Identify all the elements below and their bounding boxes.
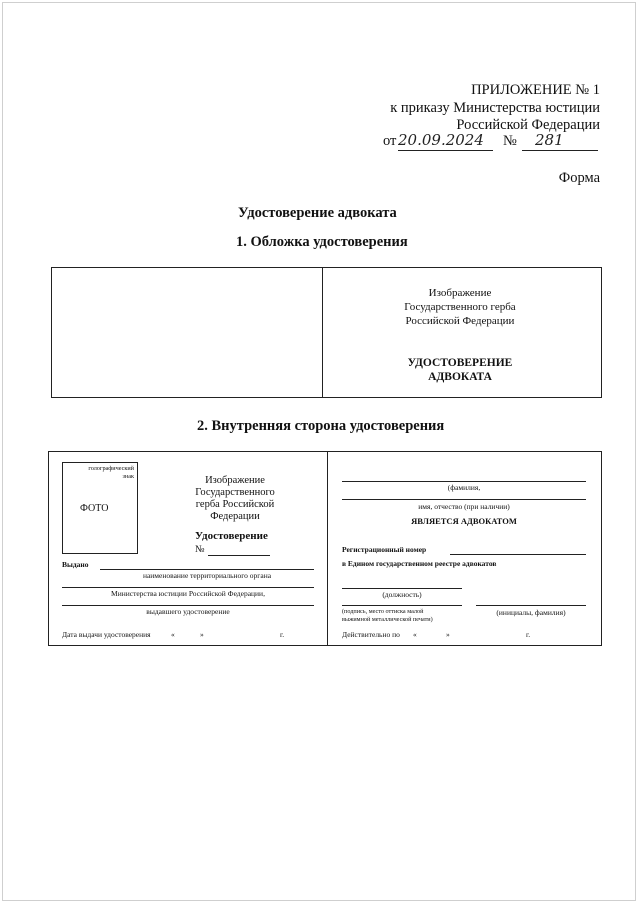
issue-date-label: Дата выдачи удостоверения — [62, 630, 151, 639]
caption-ministry: Министерства юстиции Российской Федерации, — [111, 589, 265, 598]
is-lawyer-text: ЯВЛЯЕТСЯ АДВОКАТОМ — [411, 516, 517, 526]
issued-line-3 — [62, 605, 314, 606]
issue-date-year: г. — [280, 630, 285, 639]
caption-sign-line1: (подпись, место оттиска малой — [342, 608, 424, 615]
signature-line — [342, 605, 462, 606]
number-label: № — [503, 133, 517, 149]
caption-territorial: наименование территориального органа — [142, 571, 272, 580]
caption-position: (должность) — [382, 590, 422, 599]
issued-label: Выдано — [62, 560, 89, 569]
inside-emblem-placeholder — [180, 475, 290, 523]
inside-cert-number-line — [208, 555, 270, 556]
caption-name: имя, отчество (при наличии) — [418, 502, 510, 511]
date-underline — [398, 150, 493, 151]
holo-line2: знак — [122, 473, 134, 480]
inside-emblem-line3: герба Российской — [195, 499, 275, 510]
inside-cert-title: Удостоверение — [195, 530, 268, 542]
photo-placeholder: ФОТО — [80, 503, 109, 514]
document-title: Удостоверение адвоката — [238, 205, 397, 221]
order-date: 20.09.2024 — [398, 131, 484, 149]
initials-line — [476, 605, 586, 606]
name-line — [342, 499, 586, 500]
valid-year: г. — [526, 630, 531, 639]
order-number: 281 — [535, 131, 564, 149]
valid-open-quote: « — [413, 630, 417, 639]
section-2-title: 2. Внутренняя сторона удостоверения — [197, 418, 445, 434]
inside-emblem-line2: Государственного — [195, 487, 275, 498]
issued-line-2 — [62, 587, 314, 588]
surname-line — [342, 481, 586, 482]
caption-signature — [342, 608, 462, 623]
valid-close-quote: » — [446, 630, 450, 639]
section-1-title: 1. Обложка удостоверения — [236, 234, 408, 250]
inside-emblem-line1: Изображение — [205, 475, 265, 486]
inside-divider — [327, 451, 328, 646]
cover-cert-line1: УДОСТОВЕРЕНИЕ — [407, 357, 513, 369]
holographic-mark — [74, 465, 134, 481]
registry-text: в Едином государственном реестре адвокатов — [342, 559, 497, 568]
appendix-heading: ПРИЛОЖЕНИЕ № 1 — [471, 82, 600, 98]
inside-cert-number-label: № — [195, 544, 205, 555]
cover-emblem-line1: Изображение — [428, 287, 492, 299]
inside-emblem-line4: Федерации — [210, 511, 260, 522]
order-line: к приказу Министерства юстиции — [390, 100, 600, 116]
issue-date-open-quote: « — [171, 630, 175, 639]
position-line — [342, 588, 462, 589]
cover-cert-title — [350, 356, 570, 384]
from-label: от — [383, 133, 397, 149]
caption-issued: выдавшего удостоверение — [146, 607, 230, 616]
cover-emblem-placeholder — [350, 286, 570, 328]
form-label: Форма — [558, 170, 600, 186]
cover-emblem-line3: Российской Федерации — [405, 315, 515, 327]
number-underline — [522, 150, 598, 151]
caption-surname: (фамилия, — [447, 483, 481, 492]
ministry-line: Российской Федерации — [456, 117, 600, 133]
cover-divider — [322, 267, 323, 398]
issue-date-close-quote: » — [200, 630, 204, 639]
cover-emblem-line2: Государственного герба — [404, 301, 516, 313]
caption-sign-line2: выжимной металлической печати) — [342, 615, 433, 623]
registration-number-label: Регистрационный номер — [342, 545, 427, 554]
issued-line-1 — [100, 569, 314, 570]
valid-until-label: Действительно по — [342, 630, 400, 639]
registration-number-line — [450, 554, 586, 555]
caption-initials: (инициалы, фамилия) — [496, 608, 566, 617]
holo-line1: голографический — [88, 465, 134, 472]
cover-cert-line2: АДВОКАТА — [428, 371, 492, 383]
